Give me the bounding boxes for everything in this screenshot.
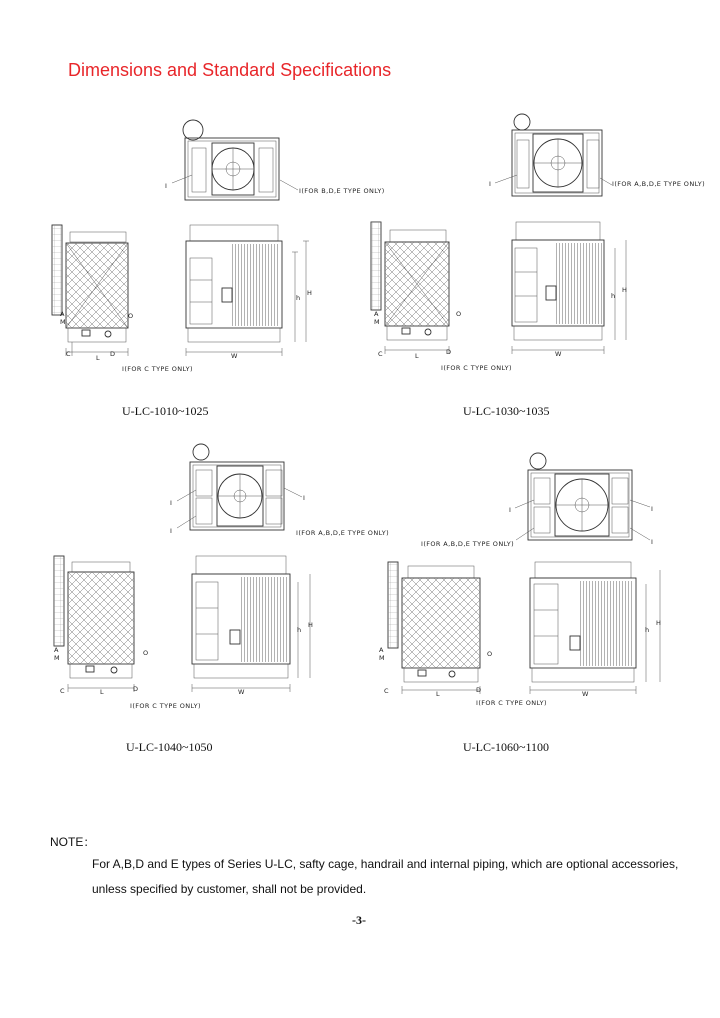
plan-view	[177, 444, 302, 530]
label-d: D	[133, 685, 139, 693]
label-h-upper: H	[656, 619, 661, 627]
label-w: W	[238, 688, 245, 696]
label-h-lower: h	[296, 294, 301, 302]
page-number: -3-	[352, 913, 366, 927]
label-a: A	[379, 646, 384, 654]
page-title: Dimensions and Standard Specifications	[68, 60, 392, 80]
drawing-u-lc-1030	[371, 114, 705, 372]
drawing-u-lc-1060	[379, 453, 661, 707]
drawing-u-lc-1040	[54, 444, 389, 710]
plan-callout: I(FOR A,B,D,E TYPE ONLY)	[421, 540, 515, 548]
note-label: NOTE：	[50, 835, 96, 849]
plan-view	[515, 453, 650, 540]
label-o: O	[456, 310, 462, 318]
model-caption: U-LC-1010~1025	[122, 404, 209, 418]
model-caption: U-LC-1060~1100	[463, 740, 550, 754]
label-h-lower: h	[611, 292, 616, 300]
label-a: A	[54, 646, 59, 654]
plan-callout: I	[651, 505, 654, 513]
label-o: O	[143, 649, 149, 657]
bottom-callout: I(FOR C TYPE ONLY)	[441, 364, 512, 372]
side-elevation	[371, 222, 452, 356]
front-elevation	[512, 222, 626, 354]
plan-callout: I	[170, 527, 173, 535]
label-h-lower: h	[297, 626, 302, 634]
plan-view	[172, 120, 298, 200]
label-a: A	[374, 310, 379, 318]
label-c: C	[60, 687, 65, 695]
label-m: M	[60, 318, 66, 326]
label-d: D	[476, 686, 482, 694]
plan-callout: I	[170, 499, 173, 507]
label-l: L	[96, 354, 100, 362]
label-h-lower: h	[645, 626, 650, 634]
label-m: M	[374, 318, 380, 326]
side-elevation	[54, 556, 134, 692]
plan-callout: I(FOR A,B,D,E TYPE ONLY)	[296, 529, 390, 537]
label-h-upper: H	[307, 289, 312, 297]
side-elevation	[388, 562, 480, 694]
label-d: D	[446, 348, 452, 356]
drawing-u-lc-1010	[52, 120, 385, 373]
side-elevation	[52, 225, 128, 356]
label-l: L	[415, 352, 419, 360]
bottom-callout: I(FOR C TYPE ONLY)	[122, 365, 193, 373]
label-a: A	[60, 310, 65, 318]
label-m: M	[379, 654, 385, 662]
plan-callout: I	[651, 538, 654, 546]
label-c: C	[66, 350, 71, 358]
label-o: O	[487, 650, 493, 658]
bottom-callout: I(FOR C TYPE ONLY)	[476, 699, 547, 707]
label-c: C	[378, 350, 383, 358]
label-h-upper: H	[622, 286, 627, 294]
label-l: L	[436, 690, 440, 698]
label-w: W	[582, 690, 589, 698]
plan-callout: I	[489, 180, 492, 188]
plan-callout: I	[509, 506, 512, 514]
front-elevation	[186, 225, 309, 356]
front-elevation	[192, 556, 310, 692]
label-d: D	[110, 350, 116, 358]
note-text: For A,B,D and E types of Series U-LC, safty cage, handrail and internal piping, which are optional accessories, unless specified by customer, shall not be provided.	[92, 857, 679, 896]
plan-callout: I(FOR A,B,D,E TYPE ONLY)	[612, 180, 706, 188]
label-l: L	[100, 688, 104, 696]
label-o: O	[128, 312, 134, 320]
label-h-upper: H	[308, 621, 313, 629]
bottom-callout: I(FOR C TYPE ONLY)	[130, 702, 201, 710]
label-m: M	[54, 654, 60, 662]
model-caption: U-LC-1040~1050	[126, 740, 213, 754]
plan-callout: I	[165, 182, 168, 190]
label-w: W	[555, 350, 562, 358]
plan-callout: I	[303, 494, 306, 502]
plan-callout: I(FOR B,D,E TYPE ONLY)	[299, 187, 385, 195]
plan-view	[495, 114, 612, 196]
label-c: C	[384, 687, 389, 695]
label-w: W	[231, 352, 238, 360]
front-elevation	[530, 562, 660, 694]
model-caption: U-LC-1030~1035	[463, 404, 550, 418]
